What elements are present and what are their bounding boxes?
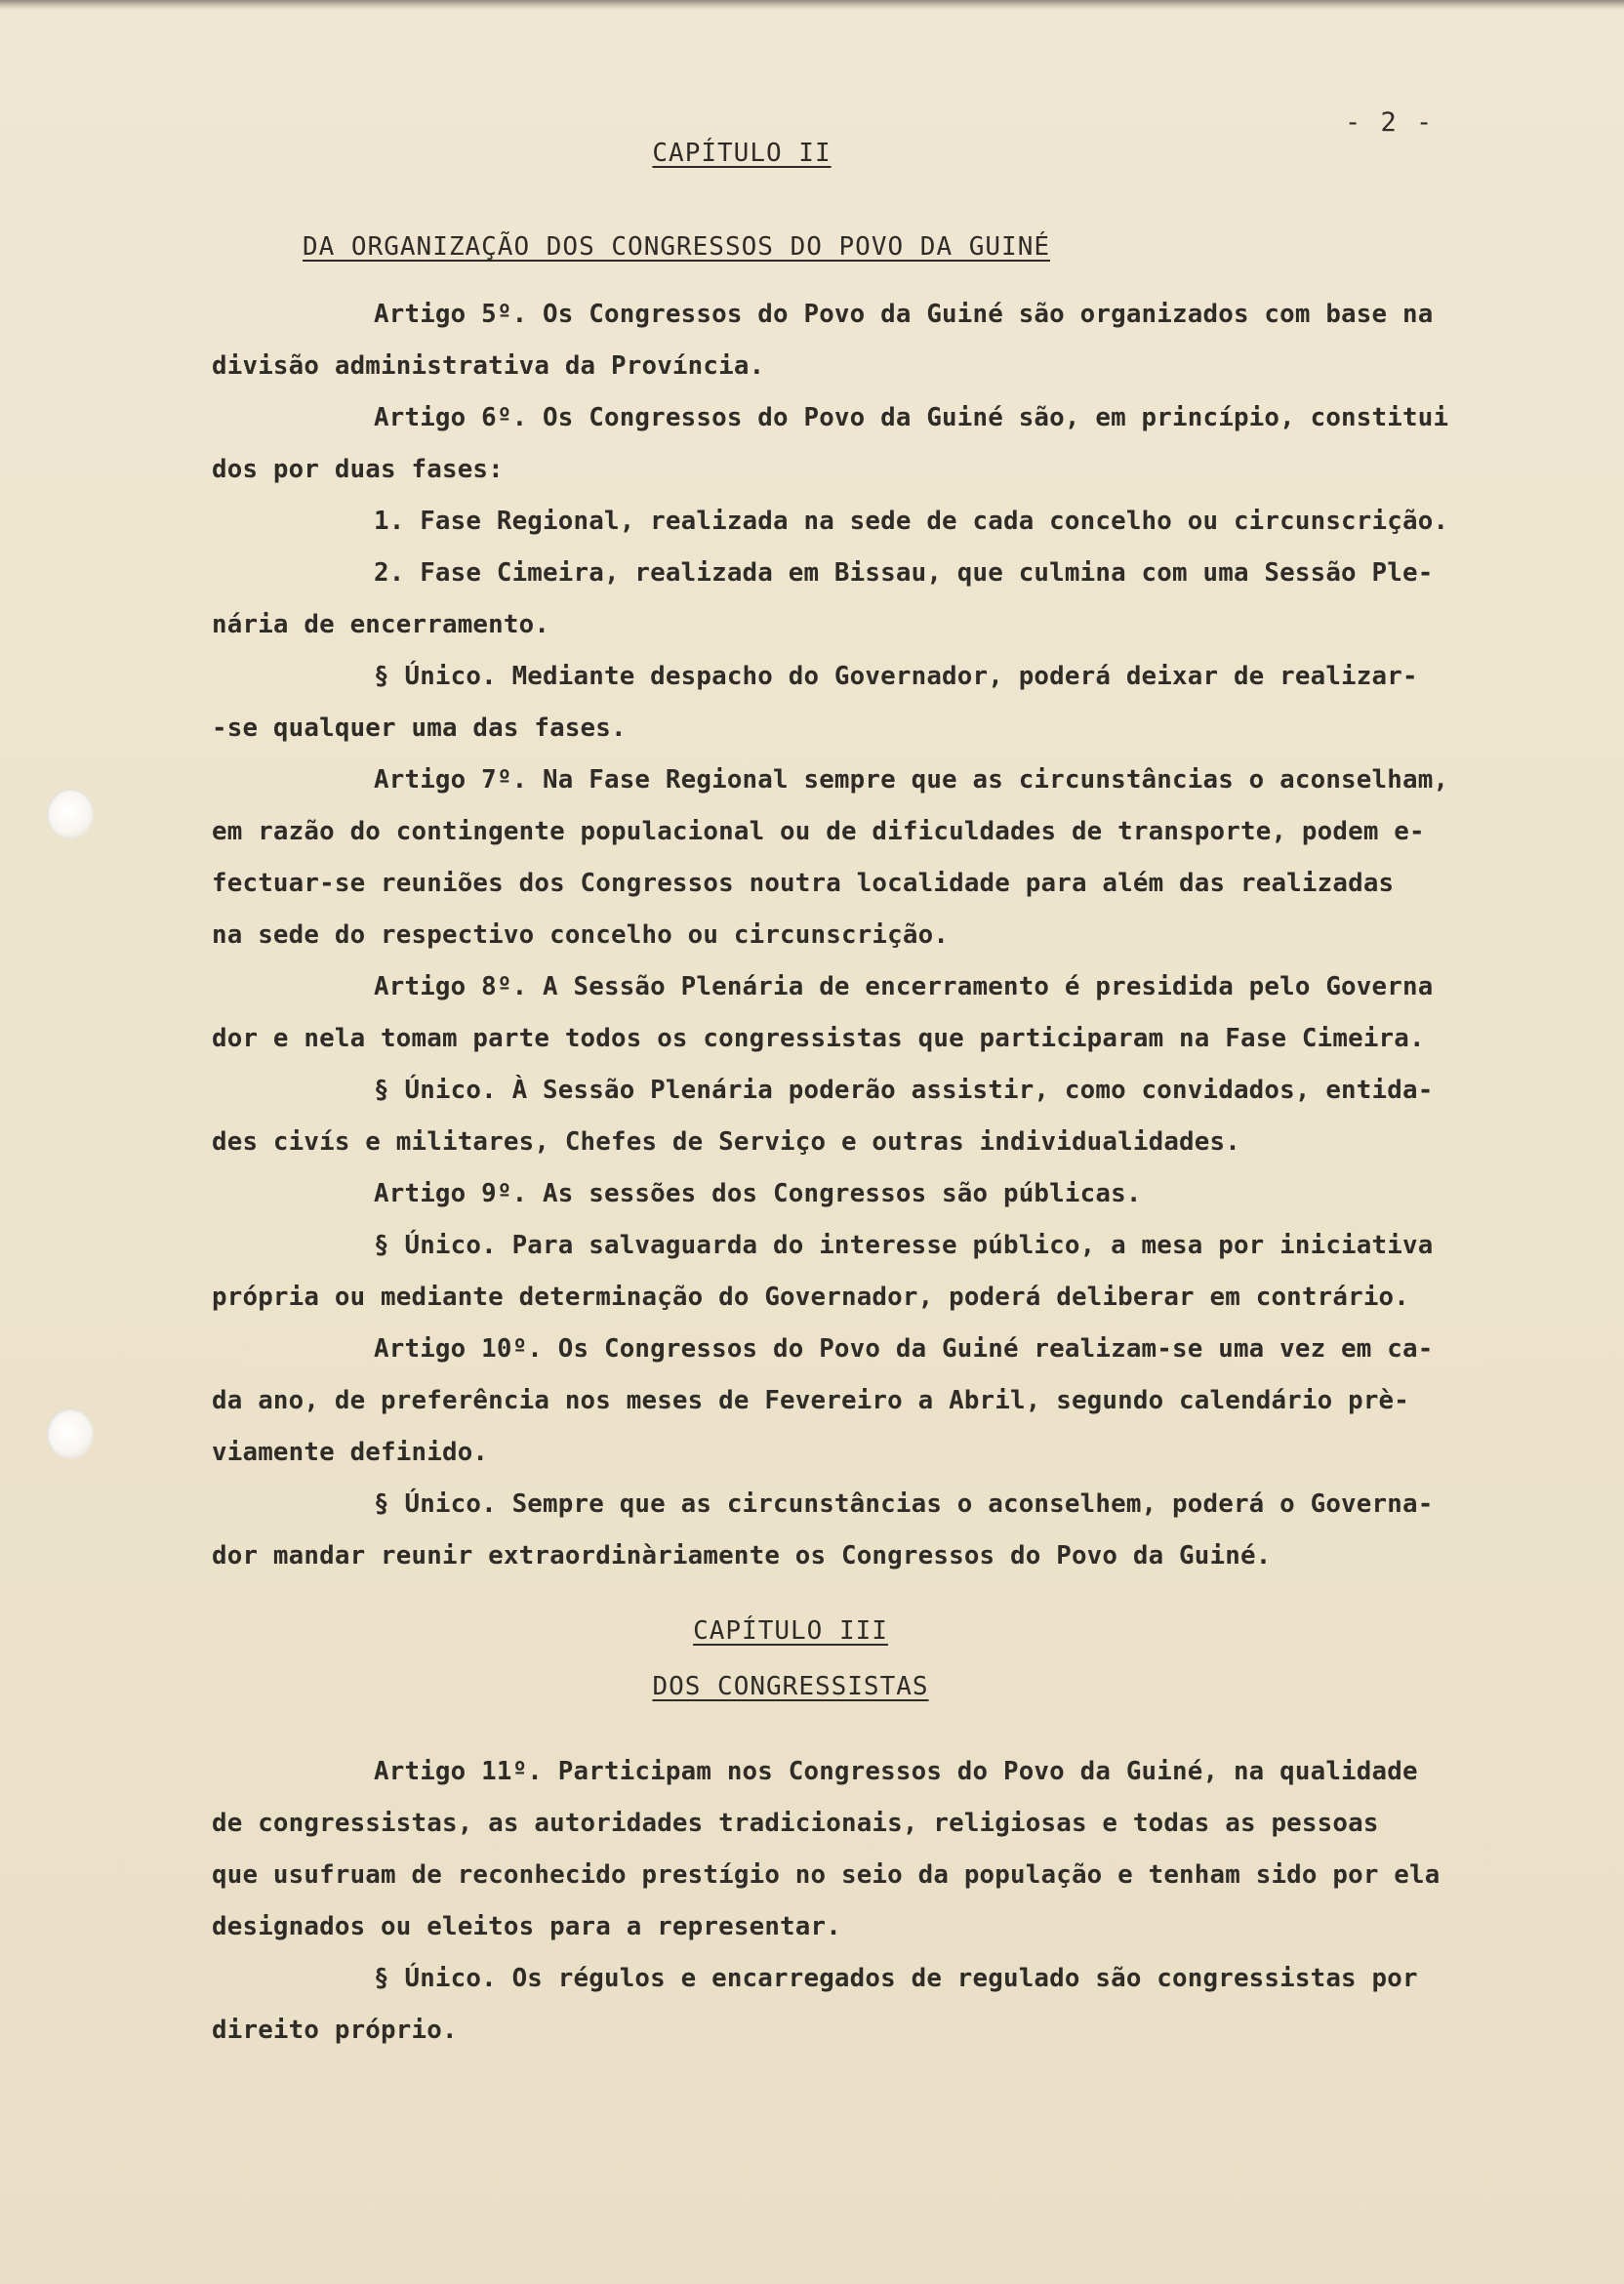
text-line: divisão administrativa da Província. [212, 351, 765, 381]
text-line: Artigo 11º. Participam nos Congressos do Povo da Guiné, na qualidade [374, 1757, 1418, 1786]
text-line: Artigo 10º. Os Congressos do Povo da Guiné realizam-se uma vez em ca- [374, 1334, 1434, 1364]
text-line: dor e nela tomam parte todos os congressistas que participaram na Fase Cimeira. [212, 1024, 1425, 1053]
text-line: Artigo 8º. A Sessão Plenária de encerramento é presidida pelo Governa [374, 972, 1434, 1001]
text-line: fectuar-se reuniões dos Congressos noutra localidade para além das realizadas [212, 869, 1395, 898]
text-line: dor mandar reunir extraordinàriamente os Congressos do Povo da Guiné. [212, 1541, 1272, 1570]
text-line: 2. Fase Cimeira, realizada em Bissau, que culmina com uma Sessão Ple- [374, 558, 1434, 588]
text-line: dos por duas fases: [212, 455, 504, 484]
chapter-3-subtitle: DOS CONGRESSISTAS [652, 1672, 929, 1701]
text-line: § Único. Sempre que as circunstâncias o aconselhem, poderá o Governa- [374, 1489, 1434, 1519]
punch-hole [47, 789, 94, 839]
text-line: § Único. Os régulos e encarregados de regulado são congressistas por [374, 1964, 1418, 1993]
text-line: Artigo 6º. Os Congressos do Povo da Guiné são, em princípio, constitui [374, 403, 1449, 432]
text-line: Artigo 7º. Na Fase Regional sempre que as circunstâncias o aconselham, [374, 765, 1449, 795]
text-line: nária de encerramento. [212, 610, 550, 639]
text-line: viamente definido. [212, 1438, 489, 1467]
text-line: de congressistas, as autoridades tradicionais, religiosas e todas as pessoas [212, 1809, 1379, 1838]
text-line: § Único. Mediante despacho do Governador, poderá deixar de realizar- [374, 662, 1418, 691]
punch-hole [47, 1408, 94, 1459]
text-line: direito próprio. [212, 2016, 458, 2045]
text-line: § Único. À Sessão Plenária poderão assistir, como convidados, entida- [374, 1076, 1434, 1105]
text-line: designados ou eleitos para a representar. [212, 1912, 841, 1941]
text-line: § Único. Para salvaguarda do interesse público, a mesa por iniciativa [374, 1231, 1434, 1260]
text-line: em razão do contingente populacional ou de dificuldades de transporte, podem e- [212, 817, 1425, 846]
text-line: Artigo 5º. Os Congressos do Povo da Guiné são organizados com base na [374, 300, 1434, 329]
text-line: des civís e militares, Chefes de Serviço e outras individualidades. [212, 1127, 1240, 1157]
chapter-3-title: CAPÍTULO III [693, 1616, 888, 1646]
text-line: da ano, de preferência nos meses de Fevereiro a Abril, segundo calendário prè- [212, 1386, 1410, 1415]
text-line: que usufruam de reconhecido prestígio no seio da população e tenham sido por ela [212, 1860, 1441, 1890]
text-line: na sede do respectivo concelho ou circunscrição. [212, 920, 950, 950]
page-number: - 2 - [1345, 107, 1435, 138]
chapter-2-title: CAPÍTULO II [652, 139, 832, 168]
chapter-2-subtitle: DA ORGANIZAÇÃO DOS CONGRESSOS DO POVO DA GUINÉ [302, 232, 1051, 262]
text-line: Artigo 9º. As sessões dos Congressos são públicas. [374, 1179, 1142, 1208]
text-line: -se qualquer uma das fases. [212, 714, 627, 743]
page-top-edge [0, 0, 1624, 10]
text-line: própria ou mediante determinação do Governador, poderá deliberar em contrário. [212, 1283, 1410, 1312]
text-line: 1. Fase Regional, realizada na sede de cada concelho ou circunscrição. [374, 507, 1449, 536]
